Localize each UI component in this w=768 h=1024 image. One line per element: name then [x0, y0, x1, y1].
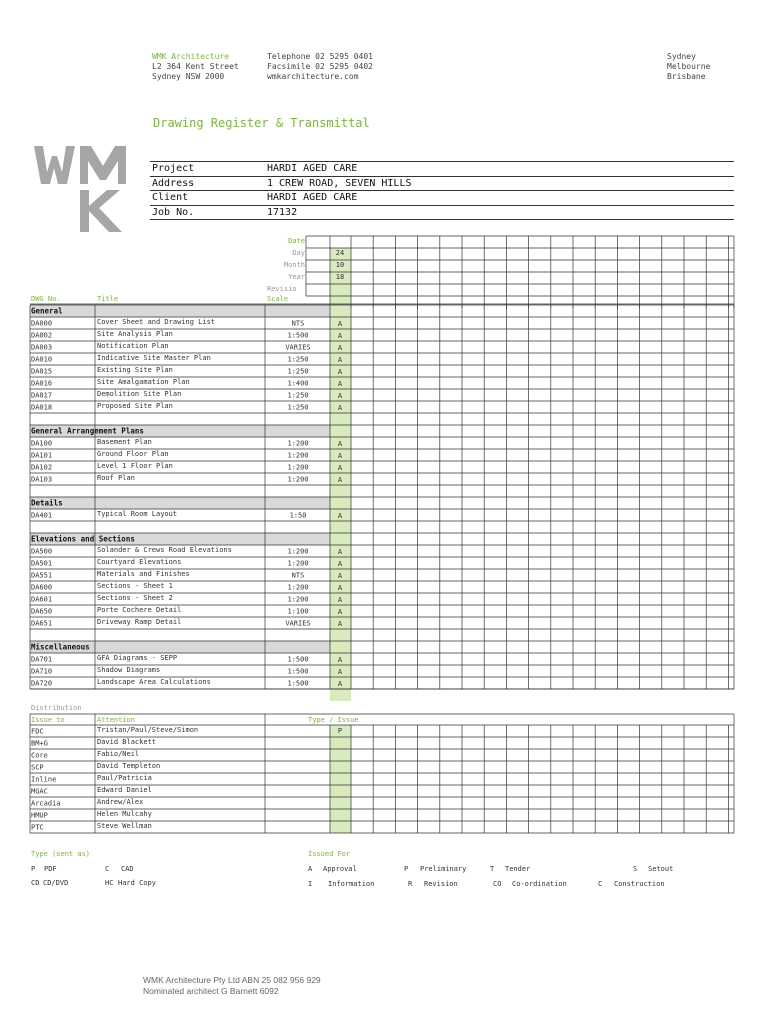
- drawing-scale: 1:500: [287, 331, 309, 340]
- section-heading: Miscellaneous: [31, 642, 90, 652]
- drawing-scale: 1:200: [287, 595, 309, 604]
- office-city-1: Sydney: [667, 52, 696, 61]
- distribution-attention: David Templeton: [97, 762, 161, 770]
- drawing-title: Typical Room Layout: [97, 510, 178, 518]
- drawing-revision: A: [337, 572, 343, 580]
- drawing-number: DA000: [31, 319, 53, 328]
- drawing-number: DA701: [31, 655, 53, 664]
- drawing-scale: 1:50: [289, 511, 307, 520]
- issue-type-cell: [330, 773, 351, 785]
- revision-cell: [330, 497, 351, 509]
- column-header-title: Title: [97, 295, 119, 303]
- day-label: Day: [292, 249, 305, 257]
- drawing-title: Driveway Ramp Detail: [97, 618, 182, 626]
- distribution-issue-to: Arcadia: [31, 799, 61, 808]
- drawing-number: DA650: [31, 607, 53, 616]
- distribution-header-attention: Attention: [97, 716, 135, 724]
- revision-cell: [330, 521, 351, 533]
- legend-issued-label: Approval: [323, 865, 357, 873]
- drawing-title: Site Analysis Plan: [97, 330, 173, 338]
- legend-type-label: PDF: [44, 865, 57, 873]
- drawing-scale: 1:200: [287, 451, 309, 460]
- project-label: Project: [152, 163, 195, 174]
- column-header-scale: Scale: [267, 295, 289, 303]
- drawing-number: DA500: [31, 547, 53, 556]
- drawing-number: DA551: [31, 571, 53, 580]
- drawing-number: DA720: [31, 679, 53, 688]
- revision-cell: [330, 641, 351, 653]
- legend-issued-code: I: [308, 880, 313, 888]
- address-value: 1 CREW ROAD, SEVEN HILLS: [267, 178, 412, 189]
- legend-issued-code: R: [408, 880, 413, 888]
- footer-architect: Nominated architect G Barnett 6092: [143, 986, 279, 996]
- distribution-issue-to: FDC: [31, 727, 44, 736]
- legend-issued-for: Issued For: [308, 850, 351, 858]
- drawing-scale: 1:250: [287, 403, 309, 412]
- drawing-scale: VARIES: [285, 619, 311, 628]
- distribution-attention: Paul/Patricia: [97, 774, 152, 782]
- date-month-value: 10: [335, 261, 345, 269]
- drawing-revision: A: [337, 596, 343, 604]
- drawing-revision: A: [337, 380, 343, 388]
- drawing-revision: A: [337, 680, 343, 688]
- issue-type-cell: [330, 785, 351, 797]
- drawing-scale: NTS: [291, 319, 305, 328]
- drawing-number: DA100: [31, 439, 53, 448]
- drawing-number: DA102: [31, 463, 53, 472]
- drawing-revision: A: [337, 512, 343, 520]
- drawing-number: DA017: [31, 391, 53, 400]
- website: wmkarchitecture.com: [267, 72, 359, 81]
- legend-issued-code: A: [308, 865, 313, 873]
- drawing-number: DA501: [31, 559, 53, 568]
- legend-issued-label: Construction: [614, 880, 665, 888]
- office-city-3: Brisbane: [667, 72, 706, 81]
- drawing-number: DA018: [31, 403, 53, 412]
- legend-issued-label: Setout: [648, 865, 674, 873]
- drawing-revision: A: [337, 356, 343, 364]
- revision-cell: [330, 305, 351, 317]
- distribution-issue-to: PTC: [31, 823, 44, 832]
- project-value: HARDI AGED CARE: [267, 163, 358, 174]
- issue-type-cell: [330, 737, 351, 749]
- date-label: Date: [288, 237, 305, 245]
- drawing-scale: 1:250: [287, 367, 309, 376]
- drawing-number: DA651: [31, 619, 53, 628]
- drawing-number: DA401: [31, 511, 53, 520]
- drawing-title: GFA Diagrams - SEPP: [97, 654, 178, 662]
- drawing-revision: A: [337, 476, 343, 484]
- drawing-number: DA003: [31, 343, 53, 352]
- distribution-issue-to: Inline: [31, 775, 57, 784]
- distribution-attention: Steve Wellman: [97, 822, 152, 830]
- drawing-scale: 1:250: [287, 355, 309, 364]
- distribution-type: P: [337, 727, 343, 735]
- revision-cell: [330, 485, 351, 497]
- legend-issued-code: T: [490, 865, 495, 873]
- drawing-revision: A: [337, 668, 343, 676]
- distribution-issue-to: BM+G: [31, 739, 48, 748]
- drawing-number: DA710: [31, 667, 53, 676]
- drawing-scale: 1:500: [287, 667, 309, 676]
- drawing-scale: 1:200: [287, 475, 309, 484]
- drawing-title: Sections - Sheet 2: [97, 594, 173, 602]
- drawing-revision: A: [337, 560, 343, 568]
- legend-issued-label: Tender: [505, 865, 531, 873]
- month-label: Month: [283, 261, 305, 269]
- distribution-attention: David Blackett: [97, 738, 157, 746]
- drawing-revision: A: [337, 404, 343, 412]
- drawing-number: DA016: [31, 379, 53, 388]
- drawing-revision: A: [337, 620, 343, 628]
- distribution-attention: Andrew/Alex: [97, 798, 144, 806]
- client-value: HARDI AGED CARE: [267, 192, 358, 203]
- drawing-title: Ground Floor Plan: [97, 450, 169, 458]
- drawing-scale: 1:200: [287, 583, 309, 592]
- drawing-revision: A: [337, 548, 343, 556]
- drawing-scale: 1:100: [287, 607, 309, 616]
- section-heading: Elevations and Sections: [31, 534, 135, 544]
- facsimile: Facsimile 02 5295 0402: [267, 62, 373, 71]
- legend-issued-label: Co-ordination: [512, 880, 567, 888]
- distribution-issue-to: SCP: [31, 763, 44, 772]
- drawing-revision: A: [337, 332, 343, 340]
- issue-type-cell: [330, 761, 351, 773]
- legend-type-code: HC: [105, 879, 114, 887]
- distribution-header-issue-to: Issue to: [31, 716, 65, 724]
- company-name: WMK Architecture: [152, 52, 230, 61]
- drawing-scale: 1:400: [287, 379, 309, 388]
- drawing-title: Solander & Crews Road Elevations: [97, 546, 232, 554]
- address-line-1: L2 364 Kent Street: [152, 62, 239, 71]
- date-day-value: 24: [335, 249, 345, 257]
- issue-type-cell: [330, 821, 351, 833]
- drawing-title: Shadow Diagrams: [97, 666, 161, 674]
- drawing-scale: 1:500: [287, 679, 309, 688]
- drawing-revision: A: [337, 656, 343, 664]
- distribution-label: Distribution: [31, 704, 82, 712]
- distribution-header-type-issue: Type / Issue: [308, 716, 359, 724]
- telephone: Telephone 02 5295 0401: [267, 52, 373, 61]
- drawing-title: Indicative Site Master Plan: [97, 354, 211, 362]
- drawing-title: Porte Cochere Detail: [97, 606, 182, 614]
- distribution-attention: Edward Daniel: [97, 786, 152, 794]
- drawing-revision: A: [337, 320, 343, 328]
- address-label: Address: [152, 178, 195, 189]
- revision-cell: [330, 629, 351, 641]
- drawing-number: DA002: [31, 331, 53, 340]
- client-label: Client: [152, 192, 189, 203]
- date-year-value: 18: [335, 273, 345, 281]
- drawing-scale: 1:500: [287, 655, 309, 664]
- document-title: Drawing Register & Transmittal: [153, 116, 370, 130]
- drawing-revision: A: [337, 452, 343, 460]
- drawing-scale: VARIES: [285, 343, 311, 352]
- drawing-revision: A: [337, 584, 343, 592]
- legend-issued-code: S: [633, 865, 638, 873]
- drawing-number: DA101: [31, 451, 53, 460]
- column-header-dwg-no: DWG No.: [31, 295, 61, 303]
- issue-type-cell: [330, 797, 351, 809]
- drawing-title: Site Amalgamation Plan: [97, 378, 190, 386]
- drawing-title: Demolition Site Plan: [97, 390, 182, 398]
- drawing-title: Cover Sheet and Drawing List: [97, 318, 216, 326]
- drawing-title: Basement Plan: [97, 438, 152, 446]
- legend-issued-code: C: [598, 880, 603, 888]
- legend-type-label: CAD: [121, 865, 134, 873]
- distribution-attention: Helen Mulcahy: [97, 810, 152, 818]
- job-no-label: Job No.: [152, 207, 195, 218]
- drawing-revision: A: [337, 392, 343, 400]
- section-heading: Details: [31, 498, 63, 508]
- section-heading: General: [31, 306, 63, 316]
- issue-type-cell: [330, 749, 351, 761]
- distribution-issue-to: Core: [31, 751, 48, 760]
- distribution-attention: Fabio/Neil: [97, 750, 140, 758]
- issue-type-cell: [330, 809, 351, 821]
- legend-issued-code: P: [404, 865, 409, 873]
- legend-issued-code: CO: [493, 880, 502, 888]
- drawing-title: Level 1 Floor Plan: [97, 462, 173, 470]
- revision-cell: [330, 533, 351, 545]
- legend-type-code: CD: [31, 879, 40, 887]
- legend-type-sent-as: Type (sent as): [31, 850, 91, 858]
- drawing-scale: 1:200: [287, 439, 309, 448]
- section-band: [30, 497, 330, 509]
- revision-cell: [330, 413, 351, 425]
- distribution-attention: Tristan/Paul/Steve/Simon: [97, 726, 199, 734]
- drawing-scale: 1:200: [287, 463, 309, 472]
- drawing-scale: NTS: [291, 571, 305, 580]
- drawing-revision: A: [337, 440, 343, 448]
- legend-issued-label: Preliminary: [420, 865, 467, 873]
- distribution-issue-to: MGAC: [31, 787, 48, 796]
- drawing-revision: A: [337, 464, 343, 472]
- legend-type-label: CD/DVD: [43, 879, 69, 887]
- drawing-scale: 1:200: [287, 547, 309, 556]
- legend-type-code: P: [31, 865, 36, 873]
- legend-type-label: Hard Copy: [118, 879, 156, 887]
- drawing-title: Existing Site Plan: [97, 366, 173, 374]
- drawing-revision: A: [337, 344, 343, 352]
- revision-label: Revisio: [267, 285, 297, 293]
- drawing-scale: 1:250: [287, 391, 309, 400]
- drawing-title: Proposed Site Plan: [97, 402, 173, 410]
- drawing-scale: 1:200: [287, 559, 309, 568]
- drawing-title: Roof Plan: [97, 474, 135, 482]
- drawing-number: DA015: [31, 367, 53, 376]
- section-band: [30, 305, 330, 317]
- legend-issued-label: Information: [328, 880, 375, 888]
- section-heading: General Arrangement Plans: [31, 426, 144, 436]
- drawing-title: Landscape Area Calculations: [97, 678, 211, 686]
- job-no-value: 17132: [267, 207, 298, 218]
- drawing-title: Notification Plan: [97, 342, 169, 350]
- drawing-title: Courtyard Elevations: [97, 558, 182, 566]
- distribution-issue-to: HMUP: [31, 811, 48, 820]
- drawing-revision: A: [337, 368, 343, 376]
- office-city-2: Melbourne: [667, 62, 711, 71]
- drawing-revision: A: [337, 608, 343, 616]
- drawing-title: Sections - Sheet 1: [97, 582, 173, 590]
- revision-cell: [330, 425, 351, 437]
- drawing-title: Materials and Finishes: [97, 570, 190, 578]
- revision-cell: [330, 689, 351, 701]
- drawing-number: DA601: [31, 595, 53, 604]
- year-label: Year: [288, 273, 305, 281]
- legend-type-code: C: [105, 865, 110, 873]
- drawing-number: DA600: [31, 583, 53, 592]
- address-line-2: Sydney NSW 2000: [152, 72, 225, 81]
- drawing-number: DA010: [31, 355, 53, 364]
- legend-issued-label: Revision: [424, 880, 458, 888]
- footer-abn: WMK Architecture Pty Ltd ABN 25 082 956 929: [143, 975, 321, 985]
- drawing-number: DA103: [31, 475, 53, 484]
